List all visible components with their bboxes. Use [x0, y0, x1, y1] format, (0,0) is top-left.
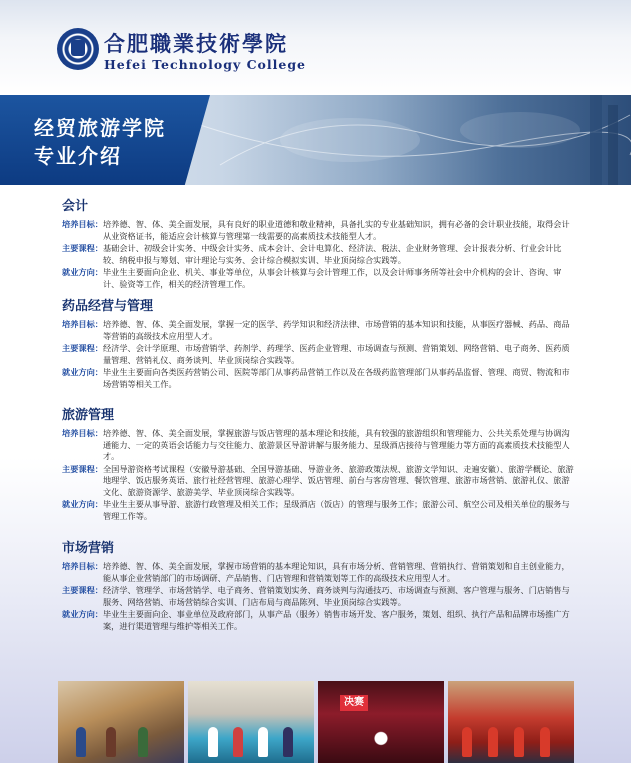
- row-text: 培养德、智、体、美全面发展，掌握市场营销的基本理论知识，具有市场分析、营销管理、营销执行、营销策划和自主创业能力，能从事企业营销部门的市场调研、产品销售、门店管理和营销策划等工作的高级技术应用型人才。: [102, 561, 570, 583]
- section-title: 市场营销: [62, 541, 115, 556]
- section-row: [62, 561, 577, 584]
- row-label: 就业方向：: [62, 367, 103, 377]
- row-text: 全国导游资格考试课程（安徽导游基础、全国导游基础、导游业务、旅游政策法规、旅游文学知识、走遍安徽）、旅游学概论、旅游地理学、饭店服务英语、旅行社经营管理、旅游心理学、饭店管理、前台与客房管理、餐饮管理、旅游市场营销、旅游礼仪、旅游文化、旅游资源学、旅游美学、毕业顶岗综合实践等。: [102, 463, 574, 497]
- section-title: 药品经营与管理: [62, 299, 154, 314]
- row-text: 经济学、会计学原理、市场营销学、药剂学、药理学、医药企业管理、市场调查与预测、营销策划、网络营销、电子商务、医药质量管理、营销礼仪、商务谈判、毕业顶岗综合实践等。: [102, 343, 570, 365]
- competition-sign: 决赛: [340, 695, 368, 711]
- banner-title-line2: 专业介绍: [34, 144, 122, 168]
- section-row: [62, 464, 577, 499]
- row-text: 培养德、智、体、美全面发展，掌握一定的医学、药学知识和经济法律、市场营销的基本知识和技能，从事医疗器械、药品、商品等营销的高级技术应用型人才。: [102, 319, 570, 341]
- section-row: [62, 499, 577, 522]
- school-name-cn: 合肥職業技術學院: [104, 31, 288, 56]
- row-label: 培养目标：: [62, 319, 103, 329]
- section-row: [62, 428, 577, 463]
- row-label: 培养目标：: [62, 561, 103, 571]
- photo-team-lab: [448, 681, 574, 763]
- row-label: 主要课程：: [62, 463, 103, 474]
- row-text: 经济学、管理学、市场营销学、电子商务、营销策划实务、商务谈判与沟通技巧、市场调查与预测、客户管理与服务、门店销售与服务、网络营销、市场营销综合实训、门店布局与商品陈列、毕业顶岗综合实践等。: [102, 585, 570, 607]
- row-text: 培养德、智、体、美全面发展，掌握旅游与饭店管理的基本理论和技能，具有较强的旅游组织和管理能力、公共关系处理与协调沟通能力、一定的英语会话能力与交往能力、旅游景区导游讲解与服务能力、星级酒店接待与管理能力等方面的高素质技术技能型人才。: [102, 428, 570, 461]
- row-label: 主要课程：: [62, 343, 103, 353]
- row-label: 主要课程：: [62, 243, 103, 253]
- section-row: [62, 343, 577, 366]
- row-label: 主要课程：: [62, 585, 103, 595]
- row-text: 毕业生主要从事导游、旅游行政管理及相关工作；星级酒店（饭店）的管理与服务工作；旅游公司、航空公司及相关单位的服务与管理工作等。: [102, 499, 570, 521]
- section-pharma: [62, 295, 577, 391]
- school-logo-icon: [57, 28, 99, 70]
- section-row: [62, 609, 577, 632]
- section-accounting: [62, 195, 577, 291]
- section-marketing: [62, 537, 577, 633]
- row-label: 就业方向：: [62, 499, 103, 509]
- photo-strip: [58, 681, 574, 763]
- section-row: [62, 367, 577, 390]
- section-tourism: [62, 404, 577, 523]
- photo-computer-lab: [58, 681, 184, 763]
- row-text: 培养德、智、体、美全面发展，具有良好的职业道德和敬业精神，具备扎实的专业基础知识，拥有必备的会计职业技能，取得会计从业资格证书，能适应会计核算与管理第一线需要的高素质技术技能型人才。: [102, 219, 570, 241]
- row-label: 培养目标：: [62, 428, 103, 438]
- section-row: [62, 219, 577, 242]
- row-label: 就业方向：: [62, 609, 103, 619]
- school-name-en: Hefei Technology College: [104, 57, 307, 72]
- header: [0, 0, 631, 95]
- photo-competition-stage: [318, 681, 444, 763]
- row-text: 毕业生主要面向企业、机关、事业等单位，从事会计核算与会计管理工作，以及会计师事务所等社会中介机构的会计、咨询、审计、验资等工作，相关的经济管理工作。: [102, 267, 562, 289]
- row-text: 毕业生主要面向各类医药营销公司、医院等部门从事药品营销工作以及在各级药监管理部门从事药品监督、管理、商贸、物流和市场营销等相关工作。: [102, 367, 570, 389]
- section-title: 旅游管理: [62, 408, 115, 423]
- row-label: 就业方向：: [62, 267, 103, 277]
- section-row: [62, 243, 577, 266]
- world-map-decoration: [200, 95, 631, 185]
- section-title: 会计: [62, 199, 89, 214]
- section-row: [62, 319, 577, 342]
- row-text: 毕业生主要面向企、事业单位及政府部门，从事产品（服务）销售市场开发、客户服务，策划、组织、执行产品和品牌市场推广方案，进行渠道管理与维护等相关工作。: [102, 609, 570, 631]
- section-row: [62, 267, 577, 290]
- section-row: [62, 585, 577, 608]
- row-text: 基础会计、初级会计实务、中级会计实务、成本会计、会计电算化、经济法、税法、企业财务管理、会计报表分析、行业会计比较、纳税申报与筹划、审计理论与实务、会计综合模拟实训、毕业顶岗综合实践等。: [102, 243, 562, 265]
- banner-title-line1: 经贸旅游学院: [34, 116, 166, 140]
- row-label: 培养目标：: [62, 219, 103, 229]
- photo-students-standing: [188, 681, 314, 763]
